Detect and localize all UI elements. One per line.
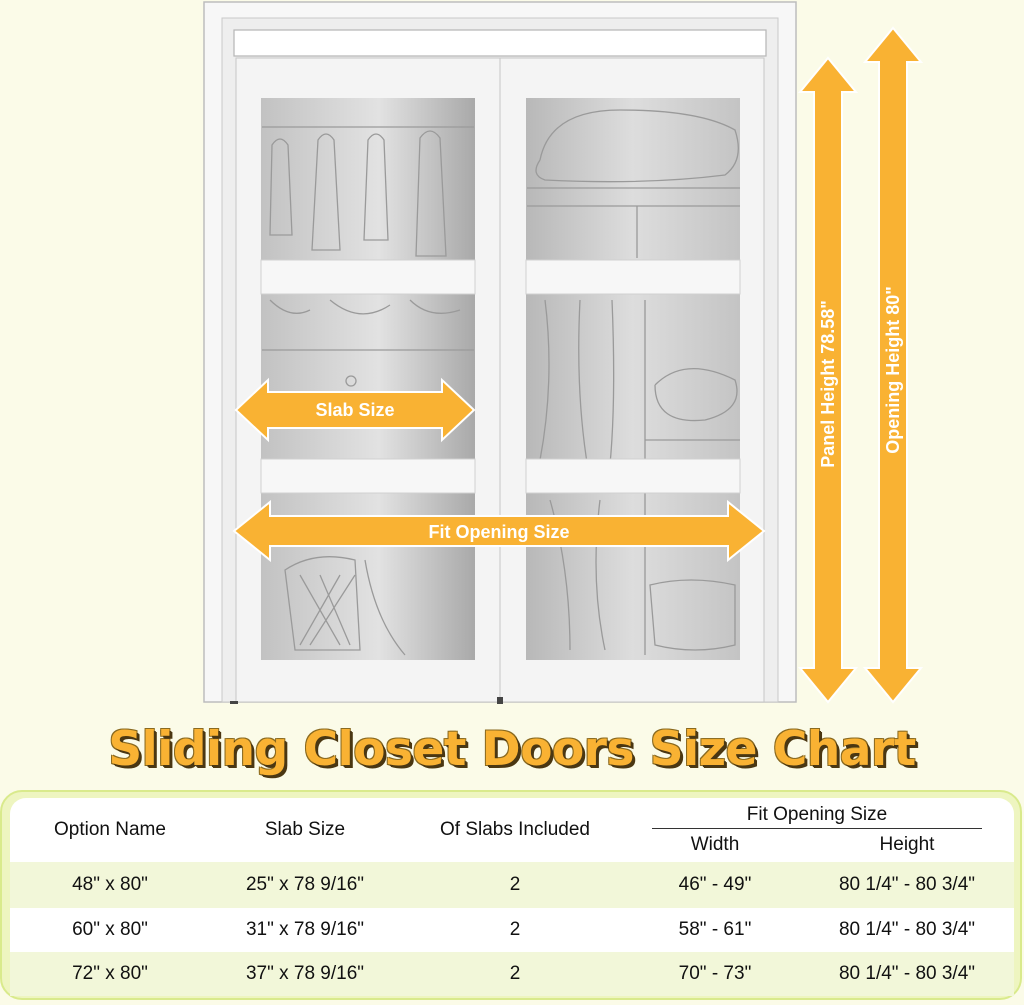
left-door-panel	[236, 58, 500, 702]
cell-slab: 31" x 78 9/16"	[245, 919, 365, 940]
size-table	[10, 798, 1014, 996]
slab-size-label: Slab Size	[315, 400, 395, 420]
cell-option: 60" x 80"	[72, 919, 148, 940]
fit-opening-label: Fit Opening Size	[428, 522, 570, 542]
cell-width: 58" - 61"	[678, 919, 752, 940]
right-door-panel	[500, 58, 764, 702]
header-slab-size: Slab Size	[264, 819, 346, 840]
opening-height-arrow	[865, 28, 921, 702]
cell-slab: 37" x 78 9/16"	[245, 963, 365, 984]
table-header-row	[10, 798, 1014, 829]
table-row	[10, 862, 1014, 908]
cell-height: 80 1/4" - 80 3/4"	[838, 874, 976, 895]
cell-count: 2	[509, 874, 521, 895]
cell-slab: 25" x 78 9/16"	[245, 874, 365, 895]
header-width: Width	[690, 834, 740, 856]
opening-height-label: Opening Height 80"	[883, 286, 903, 454]
cell-option: 72" x 80"	[72, 963, 148, 984]
top-track	[234, 30, 766, 56]
cell-option: 48" x 80"	[72, 874, 148, 895]
header-slabs-included: Of Slabs Included	[440, 819, 590, 840]
chart-title: Sliding Closet Doors Size Chart	[108, 722, 916, 777]
table-row	[10, 908, 1014, 952]
header-fit-opening-group	[630, 798, 1014, 829]
header-option-name: Option Name	[54, 819, 166, 840]
cell-width: 70" - 73"	[678, 963, 752, 984]
cell-height: 80 1/4" - 80 3/4"	[838, 919, 976, 940]
panel-height-label: Panel Height 78.58"	[818, 300, 838, 468]
cell-count: 2	[509, 919, 521, 940]
header-height: Height	[879, 834, 935, 856]
cell-width: 46" - 49"	[678, 874, 752, 895]
table-row	[10, 952, 1014, 996]
cell-height: 80 1/4" - 80 3/4"	[838, 963, 976, 984]
size-table-container	[0, 790, 1022, 1000]
cell-count: 2	[509, 963, 521, 984]
panel-height-arrow	[800, 58, 856, 702]
header-fit-opening-size: Fit Opening Size	[652, 804, 982, 829]
